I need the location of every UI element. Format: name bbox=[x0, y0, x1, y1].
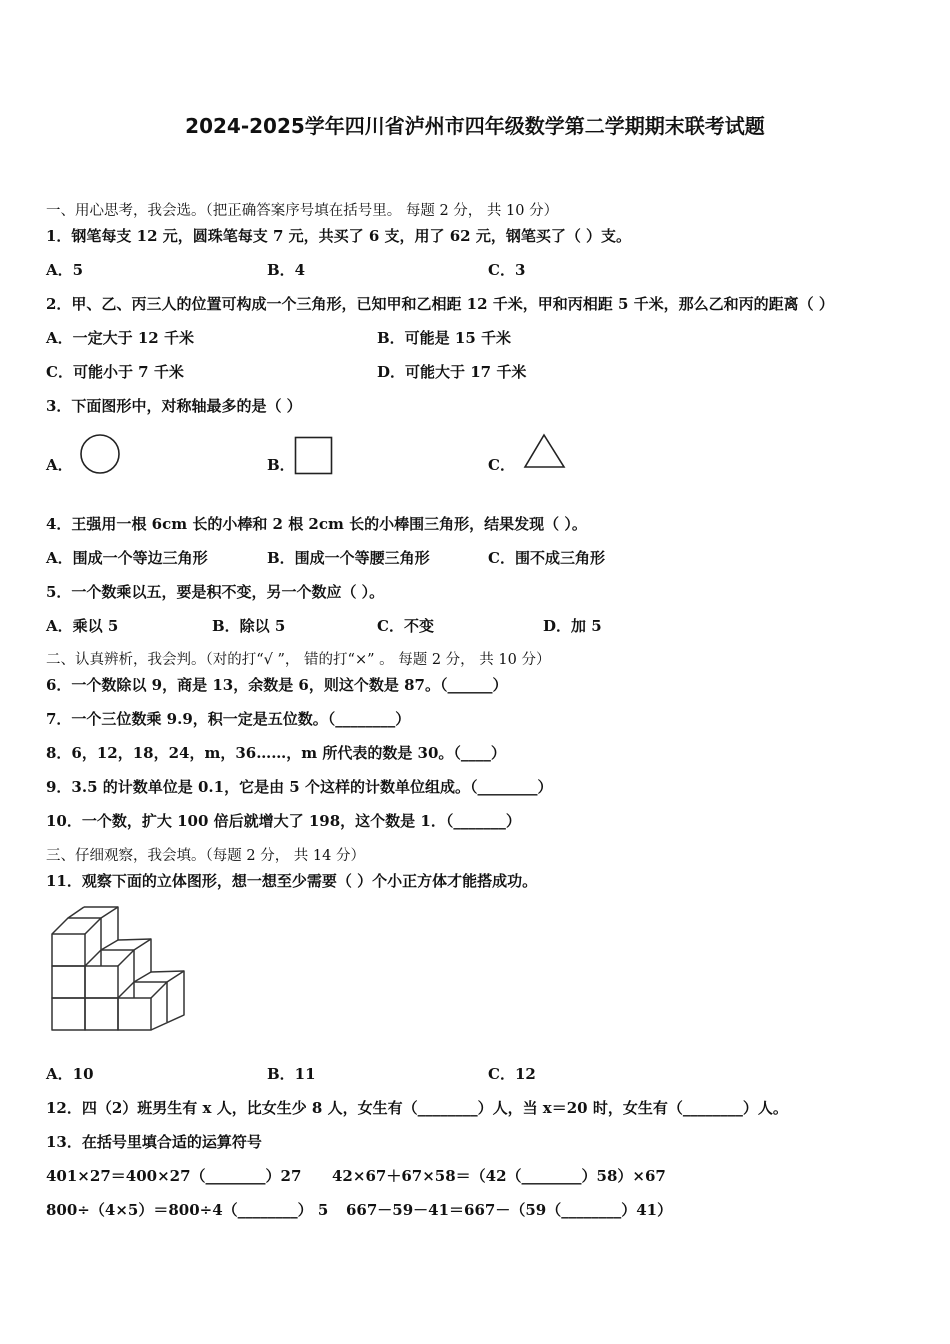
section-heading-2: 二、认真辨析，我会判。（对的打“√ ”， 错的打“×” 。 每题 2 分， 共 10 分） bbox=[46, 652, 551, 668]
section-heading-3: 三、仔细观察，我会填。（每题 2 分， 共 14 分） bbox=[46, 848, 365, 864]
question-11-option-b[interactable]: B．11 bbox=[267, 1065, 316, 1083]
question-2-option-a[interactable]: A．一定大于 12 千米 bbox=[46, 329, 194, 347]
question-2-option-b[interactable]: B．可能是 15 千米 bbox=[377, 329, 511, 347]
question-2-option-c[interactable]: C．可能小于 7 千米 bbox=[46, 363, 184, 381]
cube-staircase-figure bbox=[48, 905, 190, 1035]
circle-icon bbox=[79, 433, 123, 477]
question-13-stem: 13．在括号里填合适的运算符号 bbox=[46, 1133, 262, 1151]
question-1-option-b[interactable]: B．4 bbox=[267, 261, 306, 279]
question-3-option-c[interactable]: C． bbox=[488, 456, 515, 474]
question-11-option-a[interactable]: A．10 bbox=[46, 1065, 94, 1083]
question-7: 7．一个三位数乘 9.9，积一定是五位数。（________） bbox=[46, 710, 411, 728]
question-10: 10．一个数，扩大 100 倍后就增大了 198，这个数是 1．（_______） bbox=[46, 812, 521, 830]
question-3-option-a[interactable]: A． bbox=[46, 456, 73, 474]
triangle-icon bbox=[523, 433, 567, 471]
question-13-line-2b: 667－59－41＝667－（59（________）41） bbox=[346, 1201, 673, 1219]
question-3-option-b[interactable]: B． bbox=[267, 456, 295, 474]
question-5-option-c[interactable]: C．不变 bbox=[377, 617, 434, 635]
question-5-option-b[interactable]: B．除以 5 bbox=[212, 617, 286, 635]
section-heading-1: 一、用心思考，我会选。（把正确答案序号填在括号里。 每题 2 分， 共 10 分） bbox=[46, 203, 559, 219]
question-6: 6．一个数除以 9，商是 13，余数是 6，则这个数是 87。（______） bbox=[46, 676, 508, 694]
square-icon bbox=[294, 436, 336, 478]
question-5-option-d[interactable]: D．加 5 bbox=[543, 617, 602, 635]
question-2-stem: 2．甲、乙、丙三人的位置可构成一个三角形，已知甲和乙相距 12 千米，甲和丙相距 5 千米，那么乙和丙的距离（ ） bbox=[46, 295, 834, 313]
question-2-option-d[interactable]: D．可能大于 17 千米 bbox=[377, 363, 527, 381]
question-4-option-b[interactable]: B．围成一个等腰三角形 bbox=[267, 549, 430, 567]
question-1-option-a[interactable]: A．5 bbox=[46, 261, 84, 279]
question-4-option-a[interactable]: A．围成一个等边三角形 bbox=[46, 549, 208, 567]
question-8: 8．6，12，18，24，m，36……，m 所代表的数是 30。（____） bbox=[46, 744, 506, 762]
page-title: 2024-2025学年四川省泸州市四年级数学第二学期期末联考试题 bbox=[185, 114, 765, 138]
question-4-option-c[interactable]: C．围不成三角形 bbox=[488, 549, 605, 567]
question-1-stem: 1．钢笔每支 12 元，圆珠笔每支 7 元，共买了 6 支，用了 62 元，钢笔买了（ ）支。 bbox=[46, 227, 632, 245]
question-13-line-1a: 401×27＝400×27（________）27 bbox=[46, 1167, 302, 1185]
question-9: 9．3.5 的计数单位是 0.1，它是由 5 个这样的计数单位组成。（________） bbox=[46, 778, 553, 796]
question-12: 12．四（2）班男生有 x 人，比女生少 8 人，女生有（________）人，当 x＝20 时，女生有（________）人。 bbox=[46, 1099, 788, 1117]
question-5-stem: 5．一个数乘以五，要是积不变，另一个数应（ ）。 bbox=[46, 583, 385, 601]
question-13-line-2a: 800÷（4×5）＝800÷4（________） 5 bbox=[46, 1201, 329, 1219]
question-5-option-a[interactable]: A．乘以 5 bbox=[46, 617, 119, 635]
question-11-option-c[interactable]: C．12 bbox=[488, 1065, 536, 1083]
question-4-stem: 4．王强用一根 6cm 长的小棒和 2 根 2cm 长的小棒围三角形，结果发现（ ）。 bbox=[46, 515, 587, 533]
question-11-stem: 11．观察下面的立体图形，想一想至少需要（ ）个小正方体才能搭成功。 bbox=[46, 872, 538, 890]
question-1-option-c[interactable]: C．3 bbox=[488, 261, 526, 279]
question-13-line-1b: 42×67＋67×58＝（42（________）58）×67 bbox=[332, 1167, 666, 1185]
question-3-stem: 3．下面图形中，对称轴最多的是（ ） bbox=[46, 397, 302, 415]
